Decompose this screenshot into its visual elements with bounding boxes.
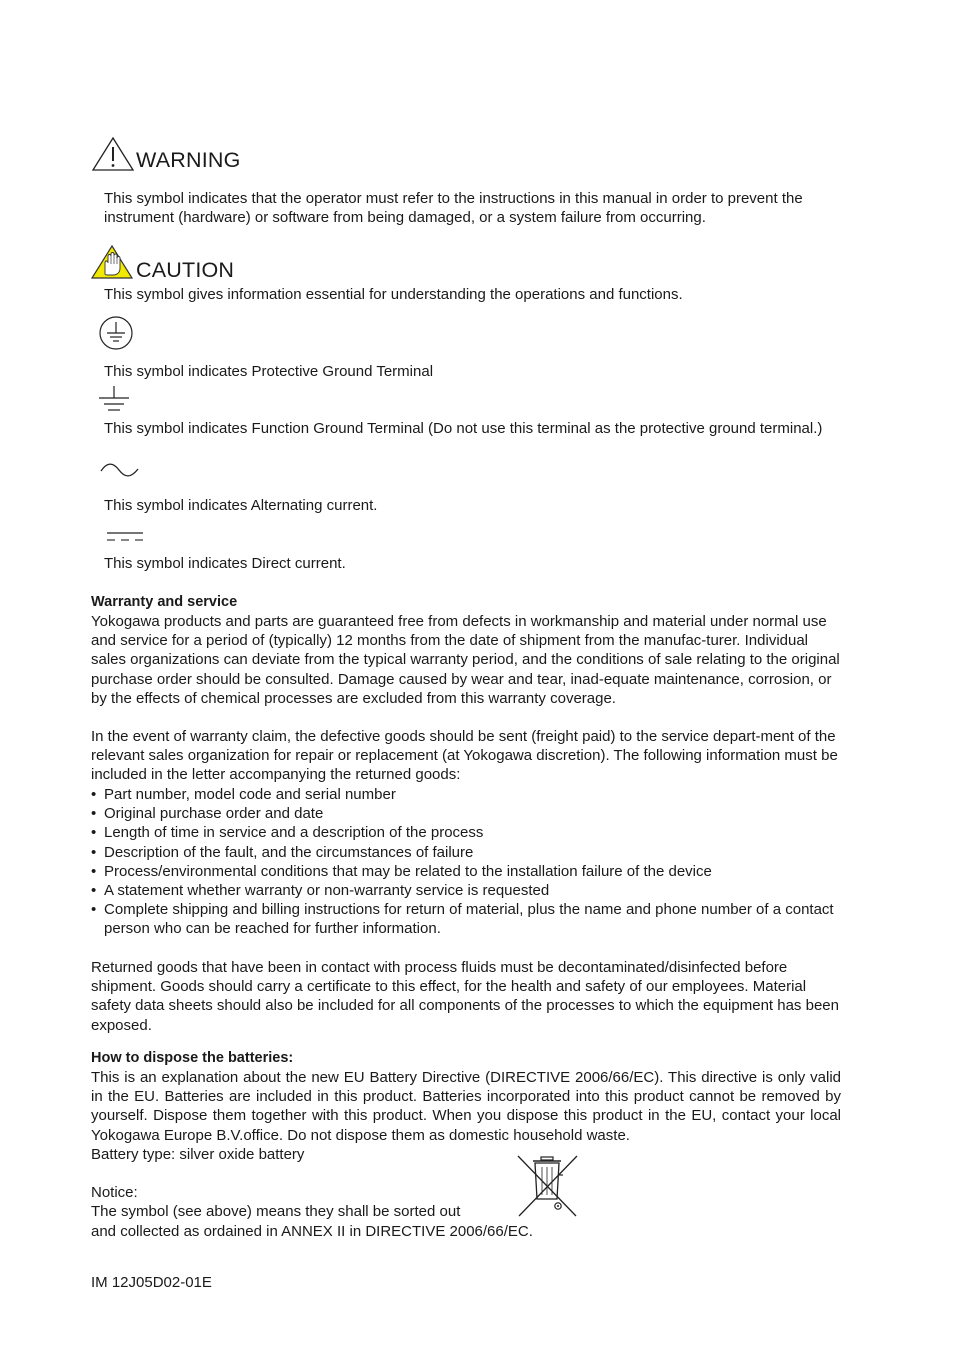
alternating-current-icon [100, 462, 140, 478]
list-item: • Length of time in service and a description of the process [91, 823, 843, 842]
caution-heading: CAUTION [136, 258, 235, 282]
list-item: • Process/environmental conditions that may be related to the installation failure of the device [91, 862, 843, 881]
warranty-title: Warranty and service [91, 594, 238, 610]
list-item: • Complete shipping and billing instructions for return of material, plus the name and phone number of a contact person who can be reached for further information. [91, 900, 843, 938]
warning-triangle-icon [91, 136, 135, 172]
caution-hand-icon [90, 244, 134, 280]
batteries-paragraph: This is an explanation about the new EU Battery Directive (DIRECTIVE 2006/66/EC). This directive is only valid in the EU. Batteries are included in this product. Batteries incorporated into this product cannot be removed by yourself. Dispose them together with this product. When you dispose this product in the EU, contact your local Yokogawa Europe B.V.office. Do not dispose them as domestic household waste. [91, 1069, 841, 1144]
warranty-paragraph-1: Yokogawa products and parts are guaranteed free from defects in workmanship and material under normal use and service for a period of (typically) 12 months from the date of shipment from the manufac-turer. Individual sales organizations can deviate from the typical warranty period, and the conditions of sale relating to the original purchase order should be consulted. Damage caused by wear and tear, inad-equate maintenance, corrosion, or by the effects of chemical processes are excluded from this warranty coverage. [91, 613, 840, 707]
warranty-info-list [91, 785, 843, 939]
list-item: • Part number, model code and serial number [91, 785, 843, 804]
function-ground-icon [97, 385, 133, 413]
battery-type: Battery type: silver oxide battery [91, 1146, 305, 1163]
list-item: • A statement whether warranty or non-warranty service is requested [91, 881, 843, 900]
direct-current-icon [106, 530, 146, 544]
warning-description: This symbol indicates that the operator must refer to the instructions in this manual in order to prevent the instrument (hardware) or software from being damaged, or a system failure from occurring. [104, 190, 803, 227]
alternating-current-text: This symbol indicates Alternating current. [104, 497, 378, 514]
warranty-paragraph-2: In the event of warranty claim, the defective goods should be sent (freight paid) to the service depart-ment of the relevant sales organization for repair or replacement (at Yokogawa discretion). The following information must be included in the letter accompanying the returned goods: [91, 728, 838, 784]
warranty-paragraph-3: Returned goods that have been in contact with process fluids must be decontaminated/disinfected before shipment. Goods should carry a certificate to this effect, for the health and safety of our employees. Material safety data sheets should also be included for all components of the processes to which the equipment has been exposed. [91, 959, 839, 1034]
warning-heading: WARNING [136, 148, 241, 172]
batteries-title: How to dispose the batteries: [91, 1050, 294, 1066]
crossed-out-bin-icon [514, 1153, 580, 1219]
protective-ground-icon [98, 315, 134, 351]
list-item: • Description of the fault, and the circumstances of failure [91, 843, 843, 862]
direct-current-text: This symbol indicates Direct current. [104, 555, 346, 572]
document-id: IM 12J05D02-01E [91, 1274, 212, 1291]
function-ground-text: This symbol indicates Function Ground Terminal (Do not use this terminal as the protective ground terminal.) [104, 420, 823, 437]
notice-line-2: and collected as ordained in ANNEX II in DIRECTIVE 2006/66/EC. [91, 1223, 533, 1240]
notice-label: Notice: [91, 1184, 138, 1201]
caution-description: This symbol gives information essential for understanding the operations and functions. [104, 286, 683, 303]
list-item: • Original purchase order and date [91, 804, 843, 823]
protective-ground-text: This symbol indicates Protective Ground Terminal [104, 363, 434, 380]
notice-line-1: The symbol (see above) means they shall be sorted out [91, 1203, 461, 1220]
